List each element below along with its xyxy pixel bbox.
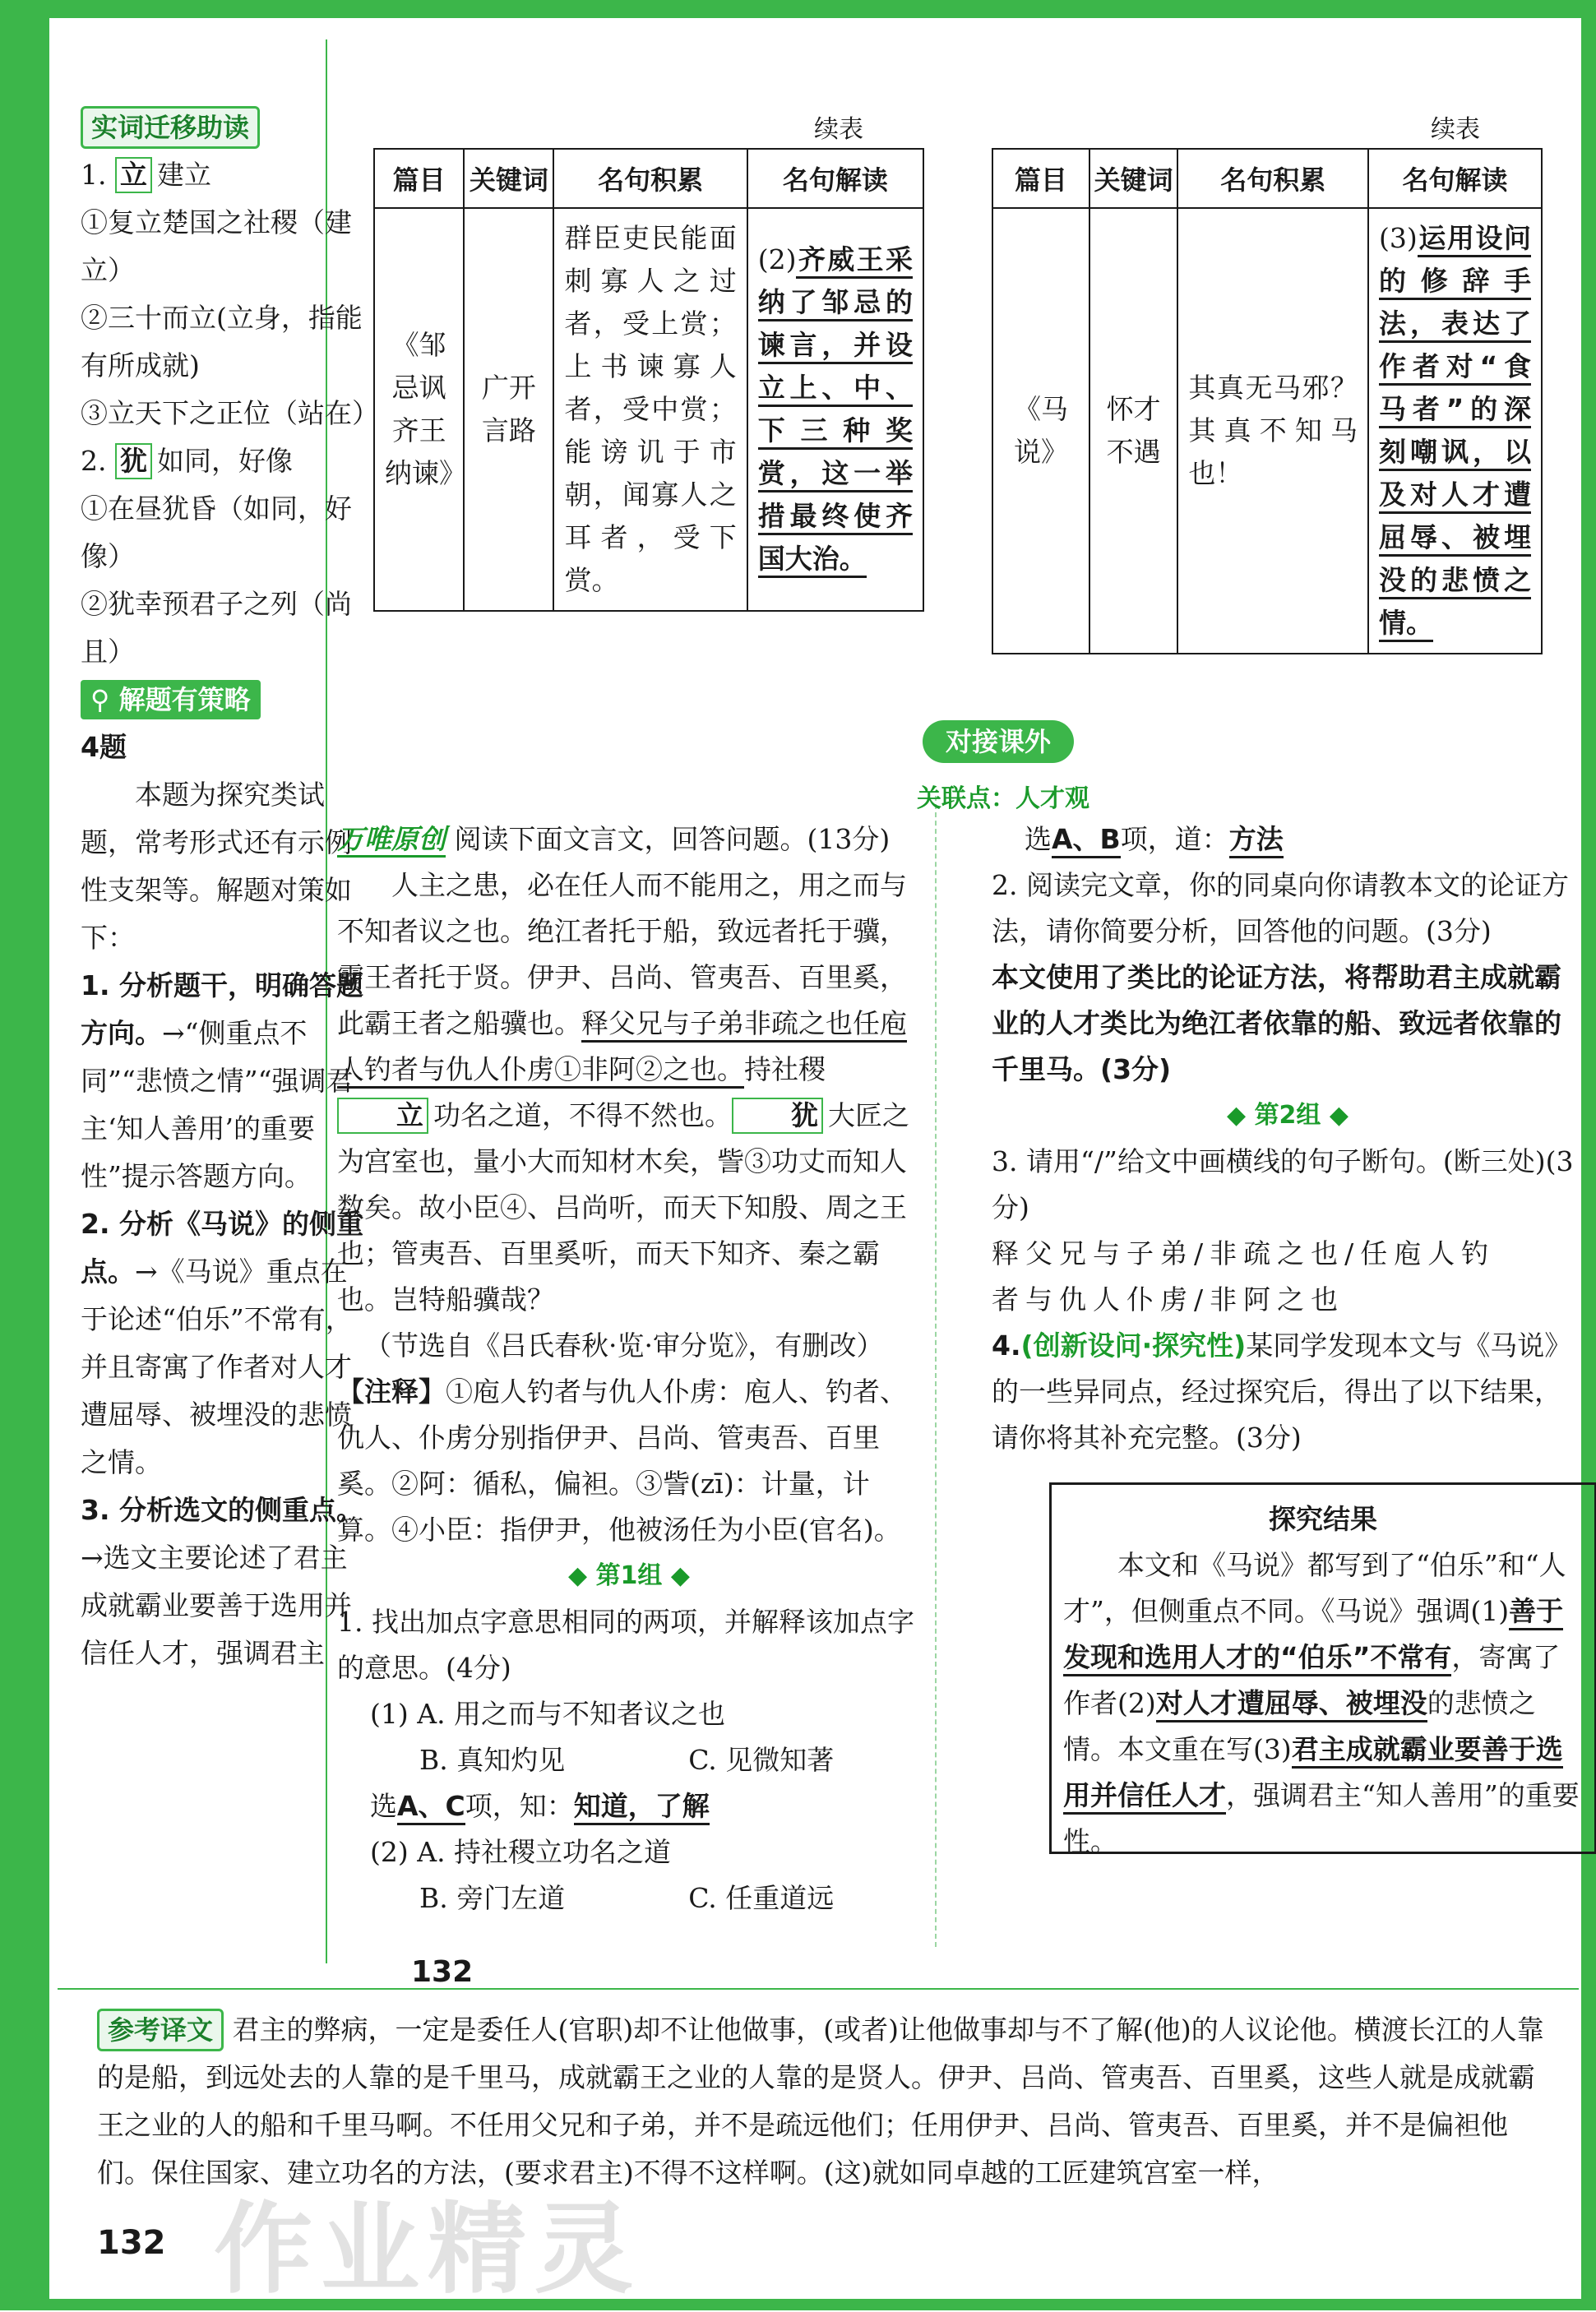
page-number-bottom: 132 xyxy=(97,2224,166,2262)
questions-column: 选A、B项，道：方法 2. 阅读完文章，你的同桌向你请教本文的论证方法，请你简要分析，回答他的问题。(3分) 本文使用了类比的论证方法，将帮助君主成就霸业的人才类比为绝江者依靠的船、致远者依靠的千里马。(3分) ◆ 第2组 ◆ 3. 请用“/”给文中画横线的句子断句。(断三处)(3分) 释父兄与子弟/非疏之也/任庖人钓 者与仇人仆虏/非阿之也 4.(创新设问·探究性)某同学发现本文与《马说》的一些异同点，经过探究后，得出了以下结果，请你将其补充完整。(3分) xyxy=(992,816,1584,1461)
table-header: 名句积累 xyxy=(1177,149,1368,208)
sidebar-step-body: →《马说》重点在于论述“伯乐”不常有，并且寄寓了作者对人才遭屈辱、被埋没的悲愤之情。 xyxy=(81,1255,353,1478)
table-cell-quote: 其真无马邪？其真不知马也！ xyxy=(1177,208,1368,654)
option: C. 见微知著 xyxy=(688,1744,835,1776)
sidebar-char-you: 犹 xyxy=(115,443,152,479)
answer: 本文使用了类比的论证方法，将帮助君主成就霸业的人才类比为绝江者依靠的船、致远者依靠的千里马。(3分) xyxy=(992,961,1561,1085)
question-4: 某同学发现本文与《马说》的一些异同点，经过探究后，得出了以下结果，请你将其补充完整。(3分) xyxy=(992,1329,1572,1454)
page-number: 132 xyxy=(411,1955,474,1989)
section-heading: 对接课外 xyxy=(923,720,1074,763)
table-cell-keyword: 广开言路 xyxy=(464,208,553,611)
sidebar-step-title: 2. 分析《马说》的侧重点。 xyxy=(81,1208,363,1288)
result-box xyxy=(1049,1482,1596,1857)
brand-label: 万唯原创 xyxy=(337,823,446,858)
question-3: 3. 请用“/”给文中画横线的句子断句。(断三处)(3分) xyxy=(992,1145,1574,1223)
instruction: 阅读下面文言文，回答问题。(13分) xyxy=(454,823,891,855)
table-header: 关键词 xyxy=(464,149,553,208)
passage-text: 持社稷 xyxy=(744,1053,826,1085)
sidebar-example: ③立天下之正位（站在） xyxy=(81,397,379,429)
question-2: 2. 阅读完文章，你的同桌向你请教本文的论证方法，请你简要分析，回答他的问题。(3分) xyxy=(992,869,1569,947)
sidebar-example: ②犹幸预君子之列（尚且） xyxy=(81,588,352,668)
answer: 知道，了解 xyxy=(574,1790,710,1825)
sidebar-char-li: 立 xyxy=(115,157,152,193)
passage-boxed-char: 犹 xyxy=(732,1098,823,1134)
column-divider xyxy=(935,796,937,1947)
sidebar-meaning-2: 如同，好像 xyxy=(156,445,293,477)
passage-text: 大匠之为宫室也，量小大而知材木矣，訾③功丈而知人数矣。故小臣④、吕尚听，而天下知殷、周之王也；管夷吾、百里奚听，而天下知齐、秦之霸也。岂特船骥哉？ xyxy=(337,1099,909,1316)
page-frame-top xyxy=(0,0,1596,18)
search-icon: ⚲ xyxy=(90,684,119,715)
sidebar-section-title: 实词迁移助读 xyxy=(81,106,260,149)
table-header: 关键词 xyxy=(1089,149,1178,208)
option: B. 真知灼见 xyxy=(419,1744,566,1776)
answer: 者与仇人仆虏/非阿之也 xyxy=(992,1283,1345,1316)
table-cell-interp: (3)运用设问的修辞手法，表达了作者对“食马者”的深刻嘲讽，以及对人才遭屈辱、被埋没的悲愤之情。 xyxy=(1368,208,1542,654)
passage-column: 万唯原创 阅读下面文言文，回答问题。(13分) 人主之患，必在任人而不能用之，用之而与不知者议之也。绝江者托于船，致远者托于骥，霸王者托于贤。伊尹、吕尚、管夷吾、百里奚，此霸王者之船骥也。释父兄与子弟非疏之也任庖人钓者与仇人仆虏①非阿②之也。持社稷立 功名之道，不得不然也。 犹 大匠之为宫室也，量小大而知材木矣，訾③功丈而知人数矣。故小臣④、吕尚听，而天下知殷、周之王也；管夷吾、百里奚听，而天下知齐、秦之霸也。岂特船骥哉？ （节选自《吕氏春秋·览·审分览》，有删改） 【注释】①庖人钓者与仇人仆虏：庖人、钓者、仇人、仆虏分别指伊尹、吕尚、管夷吾、百里奚。②阿：循私，偏袒。③訾(zī)：计量，计算。④小臣：指伊尹，他被汤任为小臣(官名)。 ◆ 第1组 ◆ 1. 找出加点字意思相同的两项，并解释该加点字的意思。(4分) (1) A. 用之而与不知者议之也 B. 真知灼见 C. 见微知著 选A、C项，知：知道，了解 (2) A. 持社稷立功名之道 B. 旁门左道 C. 任重道远 xyxy=(337,816,921,1921)
table-header: 名句解读 xyxy=(747,149,923,208)
table-cell-title: 《马说》 xyxy=(992,208,1089,654)
group-label: ◆ 第1组 ◆ xyxy=(568,1561,690,1590)
answer: 方法 xyxy=(1229,823,1284,858)
question-tag: (创新设问·探究性) xyxy=(1020,1329,1247,1362)
sidebar-question-ref: 4题 xyxy=(81,731,127,763)
table-header: 名句解读 xyxy=(1368,149,1542,208)
table1-continued-label: 续表 xyxy=(814,115,863,144)
page xyxy=(58,23,1579,2299)
table1 xyxy=(373,148,924,612)
sidebar-step-body: →选文主要论述了君主成就霸业要善于选用并信任人才，强调君主 xyxy=(81,1542,352,1669)
translation xyxy=(97,2006,1544,2197)
table-header: 篇目 xyxy=(374,149,464,208)
answer: 释父兄与子弟/非疏之也/任庖人钓 xyxy=(992,1237,1496,1269)
question-1: 1. 找出加点字意思相同的两项，并解释该加点字的意思。(4分) xyxy=(337,1606,914,1684)
option: B. 旁门左道 xyxy=(419,1882,566,1914)
sidebar-step-title: 1. 分析题干，明确答题方向。 xyxy=(81,969,363,1049)
sidebar-meaning-1: 建立 xyxy=(156,159,211,191)
passage-boxed-char: 立 xyxy=(337,1098,428,1134)
sidebar-intro: 本题为探究类试题，常考形式还有示例性支架等。解题对策如下： xyxy=(81,779,352,954)
sidebar-example: ①在昼犹昏（如同，好像） xyxy=(81,492,352,572)
option: (1) A. 用之而与不知者议之也 xyxy=(370,1698,726,1730)
table2-continued-label: 续表 xyxy=(1431,115,1480,144)
passage-underlined-sentence: 释父兄与子弟非疏之也任庖人钓者与仇人仆虏①非阿②之也。 xyxy=(337,1007,907,1089)
table-header: 名句积累 xyxy=(553,149,747,208)
translation-divider xyxy=(58,1988,1579,1990)
notes: ①庖人钓者与仇人仆虏：庖人、钓者、仇人、仆虏分别指伊尹、吕尚、管夷吾、百里奚。②阿：循私，偏袒。③訾(zī)：计量，计算。④小臣：指伊尹，他被汤任为小臣(官名)。 xyxy=(337,1376,907,1546)
table-cell-keyword: 怀才不遇 xyxy=(1089,208,1178,654)
sidebar-step-body: →“侧重点不同”“悲愤之情”“强调君主‘知人善用’的重要性”提示答题方向。 xyxy=(81,1017,354,1192)
translation-text: 君主的弊病，一定是委任人(官职)却不让他做事，(或者)让他做事却与不了解(他)的人议论他。横渡长江的人靠的是船，到远处去的人靠的是千里马，成就霸王之业的人靠的是贤人。伊尹、吕尚、管夷吾、百里奚，这些人就是成就霸王之业的人的船和千里马啊。不任用父兄和子弟，并不是疏远他们；任用伊尹、吕尚、管夷吾、百里奚，并不是偏袒他们。保住国家、建立功名的方法，(要求君主)不得不这样啊。(这)就如同卓越的工匠建筑宫室一样， xyxy=(97,2014,1544,2189)
passage-source: （节选自《吕氏春秋·览·审分览》，有删改） xyxy=(364,1329,884,1362)
passage-text: 功名之道，不得不然也。 xyxy=(433,1099,732,1131)
group-label: ◆ 第2组 ◆ xyxy=(1227,1101,1349,1130)
table2 xyxy=(992,148,1543,654)
section-subheading: 关联点：人才观 xyxy=(917,784,1089,813)
notes-label: 【注释】 xyxy=(337,1376,446,1408)
table-header: 篇目 xyxy=(992,149,1089,208)
table-cell-interp: (2)齐威王采纳了邹忌的谏言，并设立上、中、下三种奖赏，这一举措最终使齐国大治。 xyxy=(747,208,923,611)
strategy-title: ⚲ 解题有策略 xyxy=(81,680,261,719)
result-title: 探究结果 xyxy=(1269,1503,1377,1535)
sidebar-step-title: 3. 分析选文的侧重点。 xyxy=(81,1494,363,1526)
table-cell-title: 《邹忌讽齐王纳谏》 xyxy=(374,208,464,611)
watermark: 作业精灵 xyxy=(214,2193,641,2307)
translation-label: 参考译文 xyxy=(97,2009,224,2051)
option: C. 任重道远 xyxy=(688,1882,835,1914)
result-text: 本文和《马说》都写到了“伯乐”和“人才”，但侧重点不同。《马说》强调(1)善于发现和选用人才的“伯乐”不常有，寄寓了作者(2)对人才遭屈辱、被埋没的悲愤之情。本文重在写(3)君主成就霸业要善于选用并信任人才，强调君主“知人善用”的重要性。 xyxy=(1063,1549,1580,1857)
option: (2) A. 持社稷立功名之道 xyxy=(370,1836,672,1868)
sidebar: 实词迁移助读 1. 立 建立 ①复立楚国之社稷（建立） ②三十而立(立身，指能有所成就) ③立天下之正位（站在） 2. 犹 如同，好像 ①在昼犹昏（如同，好像） ②犹幸预君子之列（尚且） ⚲ 解题有策略 4题 本题为探究类试题，常考形式还有示例性支架等。解题对策如下： 1. 分析题干，明确答题方向。→“侧重点不同”“悲愤之情”“强调君主‘知人善用’的重要性”提示答题方向。 2. 分析《马说》的侧重点。→《马说》重点在于论述“伯乐”不常有，并且寄寓了作者对人才遭屈辱、被埋没的悲愤之情。 3. 分析选文的侧重点。→选文主要论述了君主成就霸业要善于选用并信任人才，强调君主 xyxy=(81,104,368,1677)
passage-text: 人主之患，必在任人而不能用之，用之而与不知者议之也。绝江者托于船，致远者托于骥，霸王者托于贤。伊尹、吕尚、管夷吾、百里奚，此霸王者之船骥也。 xyxy=(337,869,907,1039)
page-frame-left xyxy=(0,0,49,2310)
sidebar-example: ②三十而立(立身，指能有所成就) xyxy=(81,302,363,381)
table-cell-quote: 群臣吏民能面刺寡人之过者，受上赏；上书谏寡人者，受中赏；能谤讥于市朝，闻寡人之耳者，受下赏。 xyxy=(553,208,747,611)
sidebar-example: ①复立楚国之社稷（建立） xyxy=(81,206,352,286)
